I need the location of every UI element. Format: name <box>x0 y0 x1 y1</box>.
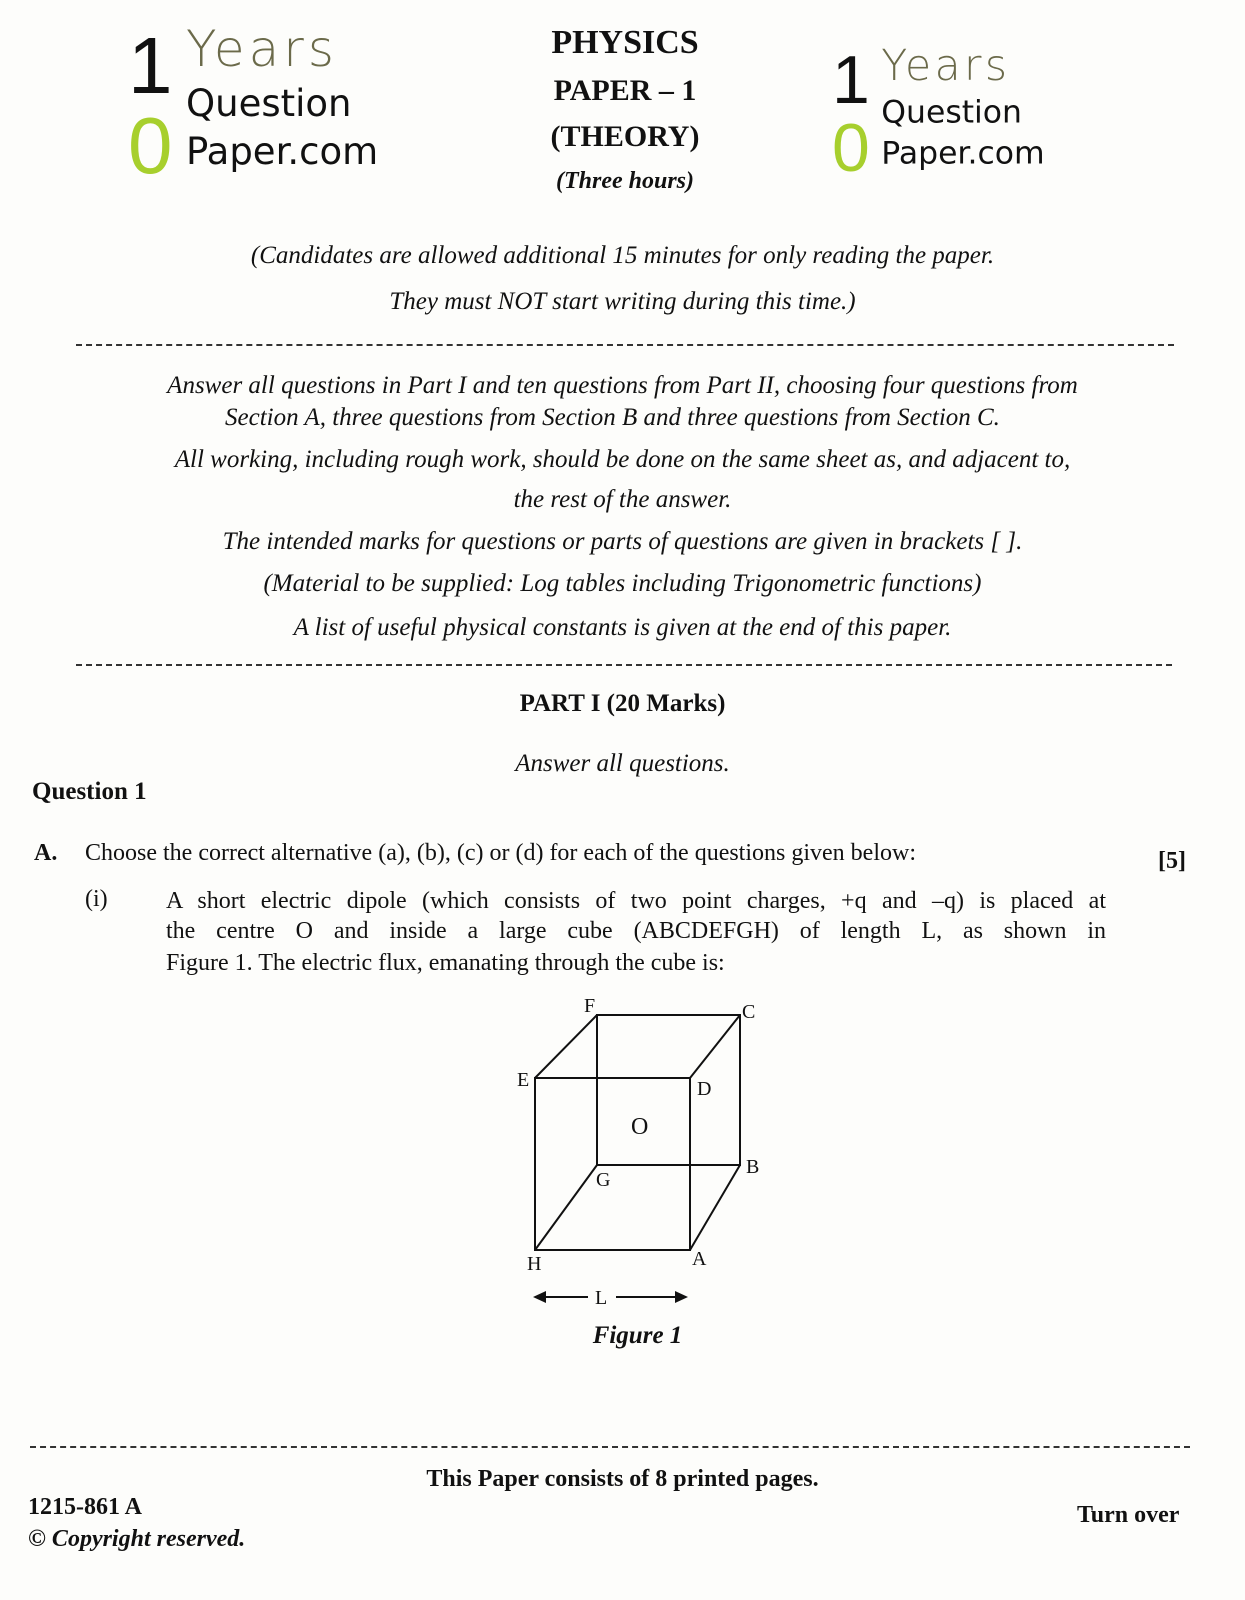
marks: [5] <box>1158 848 1186 874</box>
logo-years: Years <box>186 20 338 78</box>
paper-type: (THEORY) <box>550 120 700 153</box>
question-title: Question 1 <box>32 778 147 805</box>
vertex-g: G <box>596 1169 611 1191</box>
vertex-a: A <box>692 1248 707 1270</box>
logo-paper: Paper.com <box>186 130 379 173</box>
sub-line-2: the centre O and inside a large cube (ABCDEFGH) of length L, as shown in <box>166 918 1106 944</box>
instruction-2: Section A, three questions from Section B and three questions from Section C. <box>225 404 1000 431</box>
subject-title: PHYSICS <box>551 24 699 61</box>
vertex-b: B <box>746 1156 760 1178</box>
vertex-e: E <box>517 1069 530 1091</box>
instruction-6: (Material to be supplied: Log tables including Trigonometric functions) <box>263 570 982 597</box>
page-count: This Paper consists of 8 printed pages. <box>426 1466 819 1492</box>
divider <box>30 1446 1190 1448</box>
logo-digit-zero: 0 <box>832 109 870 186</box>
copyright: © Copyright reserved. <box>28 1526 246 1552</box>
logo-paper: Paper.com <box>881 134 1045 171</box>
reading-note-2: They must NOT start writing during this time.) <box>389 288 856 315</box>
figure-caption: Figure 1 <box>592 1322 683 1349</box>
sub-line-1: A short electric dipole (which consists of two point charges, +q and –q) is placed at <box>166 888 1106 914</box>
paper-number: PAPER – 1 <box>553 74 697 107</box>
vertex-h: H <box>527 1253 542 1275</box>
logo-question: Question <box>881 93 1022 131</box>
sub-label: (i) <box>85 886 108 912</box>
vertex-c: C <box>742 1001 756 1023</box>
logo-digit-one: 1 <box>128 21 173 110</box>
cube-back-face <box>597 1015 740 1165</box>
part-heading: PART I (20 Marks) <box>519 690 726 717</box>
sub-line-3: Figure 1. The electric flux, emanating through the cube is: <box>166 950 725 976</box>
centre-o: O <box>631 1114 649 1140</box>
instruction-1: Answer all questions in Part I and ten questions from Part II, choosing four questions from <box>167 372 1078 399</box>
logo-question: Question <box>186 82 352 125</box>
instruction-3: All working, including rough work, should be done on the same sheet as, and adjacent to, <box>174 446 1071 473</box>
logo-digit-zero: 0 <box>128 101 173 190</box>
paper-code: 1215-861 A <box>28 1494 142 1520</box>
part-subheading: Answer all questions. <box>515 750 730 777</box>
section-text: Choose the correct alternative (a), (b), (c) or (d) for each of the questions given below: <box>85 840 916 866</box>
vertex-d: D <box>697 1078 712 1100</box>
turn-over: Turn over <box>1077 1502 1180 1528</box>
instruction-7: A list of useful physical constants is given at the end of this paper. <box>293 614 952 641</box>
section-label: A. <box>34 840 58 866</box>
length-label: L <box>595 1287 608 1309</box>
instruction-5: The intended marks for questions or parts of questions are given in brackets [ ]. <box>222 528 1023 555</box>
logo-years: Years <box>881 40 1011 91</box>
logo-digit-one: 1 <box>832 41 870 118</box>
vertex-f: F <box>584 995 596 1017</box>
reading-note-1: (Candidates are allowed additional 15 minutes for only reading the paper. <box>250 242 995 269</box>
duration: (Three hours) <box>555 168 694 194</box>
instruction-4: the rest of the answer. <box>513 486 732 513</box>
